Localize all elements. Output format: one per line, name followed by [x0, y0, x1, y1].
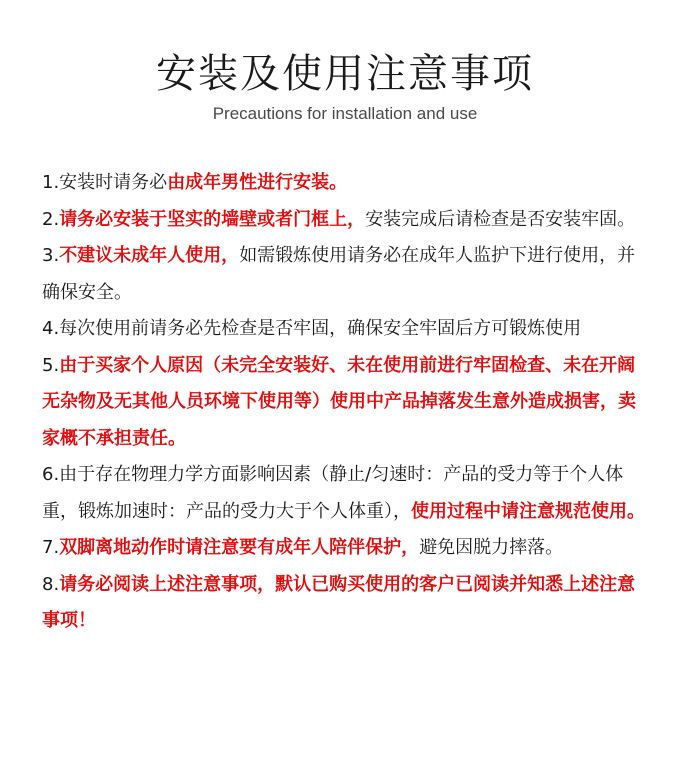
item-text: 避免因脱力摔落。 — [419, 537, 564, 558]
list-item — [42, 348, 652, 458]
item-highlight: 由于买家个人原因（未完全安装好、未在使用前进行牢固检查、未在开阔无杂物及无其他人员环境下使用等）使用中产品掉落发生意外造成损害，卖家概不承担责任。 — [42, 354, 636, 449]
list-item — [42, 457, 652, 530]
item-text: 安装完成后请检查是否安装牢固。 — [365, 208, 636, 230]
item-text: 2. — [42, 208, 60, 230]
list-item — [42, 311, 652, 348]
item-highlight: 使用过程中请注意规范使用。 — [411, 500, 645, 522]
list-item — [42, 567, 652, 640]
page-title: 安装及使用注意事项 — [156, 51, 534, 97]
item-highlight: 请务必阅读上述注意事项，默认已购买使用的客户已阅读并知悉上述注意事项！ — [42, 573, 636, 631]
item-highlight: 请务必安装于坚实的墙壁或者门框上， — [59, 208, 366, 230]
item-highlight: 不建议未成年人使用， — [59, 245, 240, 266]
list-item — [42, 202, 652, 239]
list-item — [42, 238, 652, 311]
item-text: 1.安装时请务必 — [42, 172, 168, 193]
list-item — [42, 165, 652, 202]
item-highlight: 双脚离地动作时请注意要有成年人陪伴保护， — [59, 537, 420, 558]
page-subtitle: Precautions for installation and use — [212, 104, 478, 123]
item-text: 3. — [42, 245, 60, 266]
item-text: 如需锻炼使用请务必在成年人监护下进行使用，并确保安全。 — [42, 245, 636, 303]
item-highlight: 由成年男性进行安装。 — [167, 172, 348, 193]
list-item — [42, 530, 652, 567]
item-text: 8. — [42, 573, 60, 595]
item-text: 4.每次使用前请务必先检查是否牢固，确保安全牢固后方可锻炼使用 — [42, 318, 582, 339]
precautions-list — [42, 165, 652, 640]
item-text: 6.由于存在物理力学方面影响因素（静止/匀速时：产品的受力等于个人体重，锻炼加速时：产品的受力大于个人体重）， — [42, 464, 624, 522]
item-text: 7. — [42, 537, 60, 558]
item-text: 5. — [42, 354, 60, 376]
